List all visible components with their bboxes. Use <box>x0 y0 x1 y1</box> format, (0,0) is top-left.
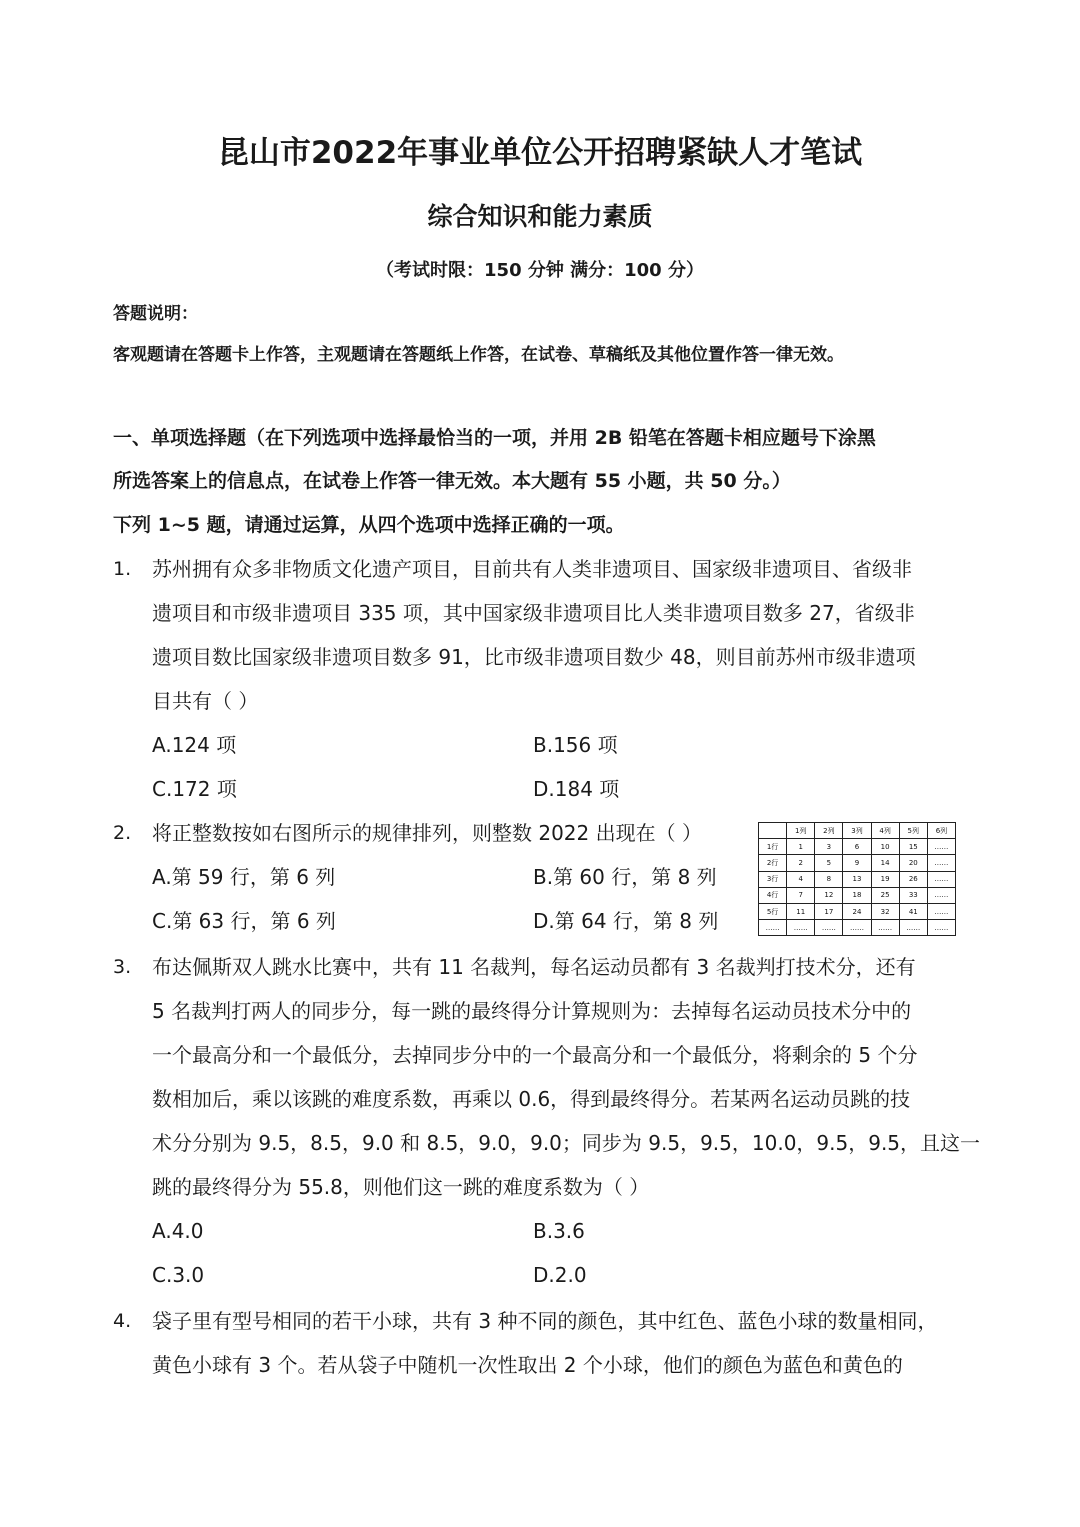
section-heading-line2: 所选答案上的信息点，在试卷上作答一律无效。本大题有 55 小题，共 50 分。） <box>113 470 791 492</box>
option-c: C.172 项 <box>152 777 237 801</box>
table-cell: 32 <box>871 903 899 919</box>
table-cell: 2行 <box>759 855 787 871</box>
table-header-cell: 3列 <box>843 823 871 839</box>
question-text-line: 遗项目和市级非遗项目 335 项，其中国家级非遗项目比人类非遗项目数多 27，省级非 <box>152 601 915 625</box>
table-cell: 24 <box>843 903 871 919</box>
table-cell: …… <box>815 920 843 936</box>
table-cell: 10 <box>871 839 899 855</box>
table-cell: 9 <box>843 855 871 871</box>
option-a: A.124 项 <box>152 733 237 757</box>
table-cell: 5 <box>815 855 843 871</box>
exam-title: 昆山市2022年事业单位公开招聘紧缺人才笔试 <box>217 135 863 171</box>
question-number: 4. <box>113 1310 132 1332</box>
table-cell: 41 <box>899 903 927 919</box>
table-cell: 5行 <box>759 903 787 919</box>
table-cell: …… <box>759 920 787 936</box>
question-text-line: 遗项目数比国家级非遗项目数多 91，比市级非遗项目数少 48，则目前苏州市级非遗项 <box>152 645 916 669</box>
section-heading-line1: 一、单项选择题（在下列选项中选择最恰当的一项，并用 2B 铅笔在答题卡相应题号下涂黑 <box>113 427 876 449</box>
option-d: D.184 项 <box>533 777 620 801</box>
table-cell: 18 <box>843 887 871 903</box>
table-cell: 25 <box>871 887 899 903</box>
instructions-label: 答题说明： <box>113 304 198 324</box>
table-header-cell: 4列 <box>871 823 899 839</box>
question-text-line: 布达佩斯双人跳水比赛中，共有 11 名裁判，每名运动员都有 3 名裁判打技术分，还有 <box>152 955 916 979</box>
table-cell: 20 <box>899 855 927 871</box>
table-cell: …… <box>927 920 955 936</box>
option-a: A.4.0 <box>152 1219 204 1243</box>
table-cell: 26 <box>899 871 927 887</box>
table-cell: 17 <box>815 903 843 919</box>
table-header-cell <box>759 823 787 839</box>
table-cell: 19 <box>871 871 899 887</box>
table-cell: 7 <box>787 887 815 903</box>
table-header-cell: 5列 <box>899 823 927 839</box>
option-c: C.3.0 <box>152 1263 205 1287</box>
table-row <box>759 887 956 903</box>
table-row <box>759 903 956 919</box>
table-cell: 1 <box>787 839 815 855</box>
table-cell: …… <box>787 920 815 936</box>
table-cell: …… <box>927 855 955 871</box>
table-row <box>759 871 956 887</box>
question-text-line: 黄色小球有 3 个。若从袋子中随机一次性取出 2 个小球，他们的颜色为蓝色和黄色的 <box>152 1353 903 1377</box>
option-d: D.2.0 <box>533 1263 587 1287</box>
table-header-cell: 2列 <box>815 823 843 839</box>
table-cell: 11 <box>787 903 815 919</box>
option-d: D.第 64 行，第 8 列 <box>533 909 719 933</box>
table-cell: 2 <box>787 855 815 871</box>
table-row <box>759 839 956 855</box>
option-c: C.第 63 行，第 6 列 <box>152 909 336 933</box>
table-cell: 3行 <box>759 871 787 887</box>
number-pattern-table <box>758 822 956 936</box>
question-number: 1. <box>113 558 132 580</box>
table-cell: …… <box>871 920 899 936</box>
time-limit: （考试时限：150 分钟 满分：100 分） <box>376 260 704 281</box>
table-cell: 14 <box>871 855 899 871</box>
table-cell: 4行 <box>759 887 787 903</box>
table-cell: 15 <box>899 839 927 855</box>
option-b: B.第 60 行，第 8 列 <box>533 865 717 889</box>
question-text-line: 5 名裁判打两人的同步分，每一跳的最终得分计算规则为：去掉每名运动员技术分中的 <box>152 999 912 1023</box>
table-header-cell: 1列 <box>787 823 815 839</box>
table-cell: …… <box>899 920 927 936</box>
table-cell: 6 <box>843 839 871 855</box>
option-a: A.第 59 行，第 6 列 <box>152 865 336 889</box>
table-cell: 33 <box>899 887 927 903</box>
section-subheading: 下列 1~5 题，请通过运算，从四个选项中选择正确的一项。 <box>113 514 625 536</box>
question-text-line: 术分分别为 9.5，8.5，9.0 和 8.5，9.0，9.0；同步为 9.5，9.5，10.0，9.5，9.5，且这一 <box>152 1131 981 1155</box>
table-cell: …… <box>843 920 871 936</box>
table-cell: 8 <box>815 871 843 887</box>
question-text-line: 数相加后，乘以该跳的难度系数，再乘以 0.6，得到最终得分。若某两名运动员跳的技 <box>152 1087 911 1111</box>
exam-subtitle: 综合知识和能力素质 <box>427 202 653 231</box>
table-header-row <box>759 823 956 839</box>
question-number: 2. <box>113 822 132 844</box>
instructions-text: 客观题请在答题卡上作答，主观题请在答题纸上作答，在试卷、草稿纸及其他位置作答一律无效。 <box>113 345 844 365</box>
table-cell: 1行 <box>759 839 787 855</box>
option-b: B.156 项 <box>533 733 618 757</box>
table-row <box>759 855 956 871</box>
table-cell: …… <box>927 903 955 919</box>
table-cell: …… <box>927 839 955 855</box>
question-text-line: 将正整数按如右图所示的规律排列，则整数 2022 出现在（ ） <box>152 821 702 845</box>
question-text-line: 跳的最终得分为 55.8，则他们这一跳的难度系数为（ ） <box>152 1175 650 1199</box>
table-row <box>759 920 956 936</box>
table-header-cell: 6列 <box>927 823 955 839</box>
question-text-line: 袋子里有型号相同的若干小球，共有 3 种不同的颜色，其中红色、蓝色小球的数量相同， <box>152 1309 938 1333</box>
question-text-line: 一个最高分和一个最低分，去掉同步分中的一个最高分和一个最低分，将剩余的 5 个分 <box>152 1043 918 1067</box>
table-cell: 3 <box>815 839 843 855</box>
table-cell: …… <box>927 871 955 887</box>
question-text-line: 目共有（ ） <box>152 689 259 713</box>
question-text-line: 苏州拥有众多非物质文化遗产项目，目前共有人类非遗项目、国家级非遗项目、省级非 <box>152 557 912 581</box>
option-b: B.3.6 <box>533 1219 585 1243</box>
table-cell: 4 <box>787 871 815 887</box>
table-cell: …… <box>927 887 955 903</box>
question-number: 3. <box>113 956 132 978</box>
table-cell: 13 <box>843 871 871 887</box>
table-cell: 12 <box>815 887 843 903</box>
